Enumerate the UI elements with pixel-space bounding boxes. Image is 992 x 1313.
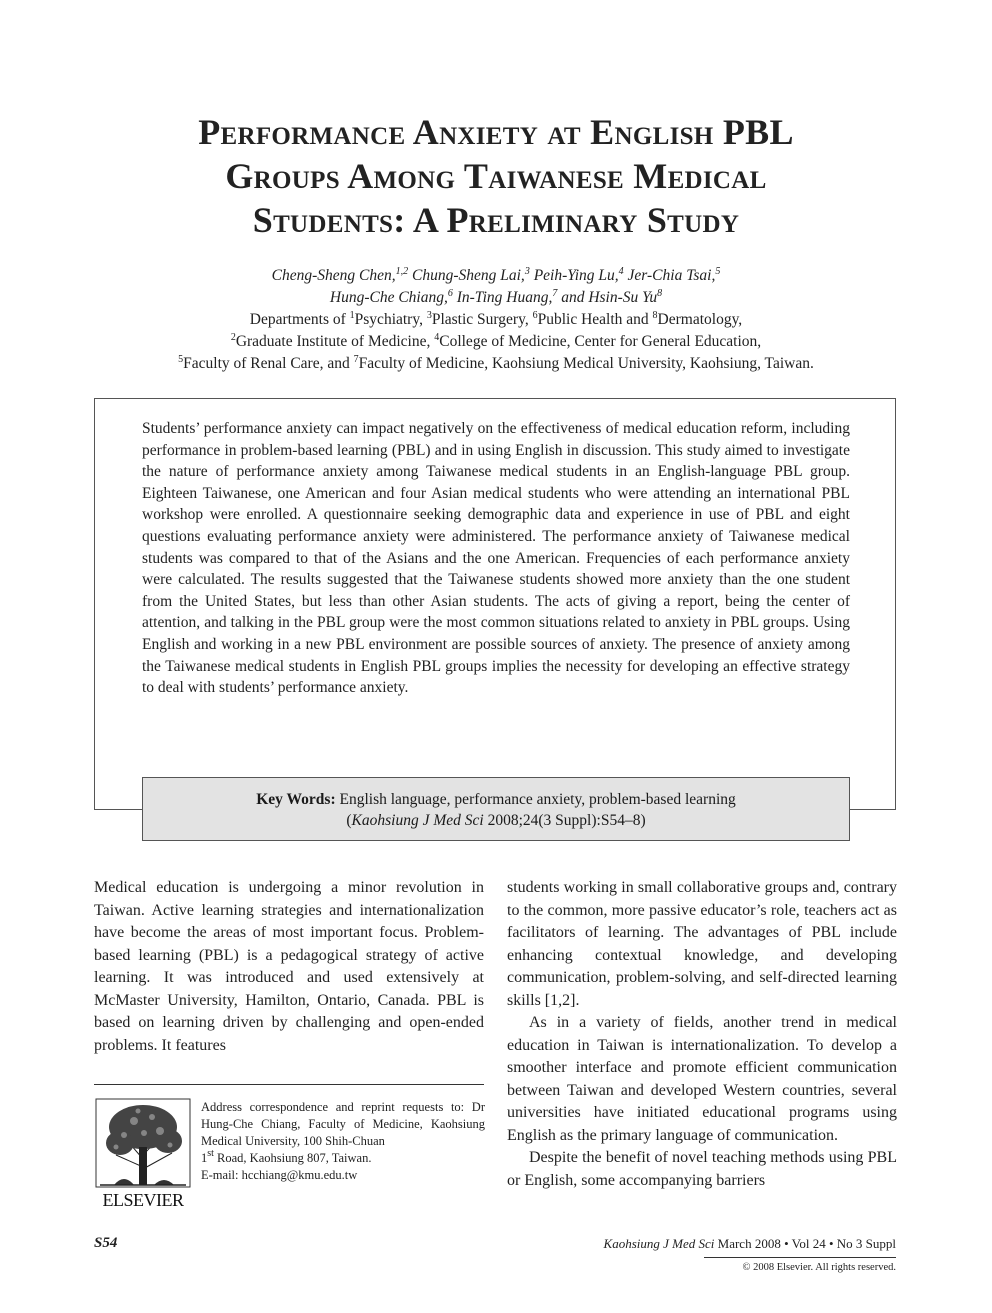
title-line-1: Performance Anxiety at English PBL <box>198 112 794 152</box>
road-number: 1 <box>201 1151 208 1165</box>
affiliation-text: Faculty of Renal Care, and <box>183 355 354 372</box>
abstract-text: Students’ performance anxiety can impact negatively on the effectiveness of medical education reform, including performance in problem-based learning (PBL) and in using English in discussion. This study aimed to investigate the nature of performance anxiety among Taiwanese medical students in an English-language PBL group. Eighteen Taiwanese, one American and four Asian medical students who were attending an international PBL workshop were enrolled. A questionnaire seeking demographic data and experience in use of PBL and eight questions evaluating performance anxiety were administered. The performance anxiety of Taiwanese medical students was compared to that of the Asians and the one American. Frequencies of each performance anxiety were calculated. The results suggested that the Taiwanese students showed more anxiety than the one student from the United States, but less than other Asian students. The acts of giving a report, being the center of attention, and talking in the PBL group were the most common situations related to anxiety in PBL groups. Using English and working in a new PBL environment are possible sources of anxiety. The presence of anxiety among the Taiwanese medical students in English PBL groups implies the necessity for developing an effective strategy to deal with students’ performance anxiety. <box>142 420 850 697</box>
affiliation-line-2 <box>96 331 896 353</box>
affiliation-sup: 2 <box>230 332 236 343</box>
affiliation-text: Psychiatry, <box>354 311 427 328</box>
affiliation-sup: 6 <box>532 310 538 321</box>
author-sup: 8 <box>657 288 663 299</box>
affiliation-sup: 3 <box>426 310 432 321</box>
correspondence-road <box>201 1150 485 1167</box>
title-line-3: Students: A Preliminary Study <box>252 200 740 240</box>
affiliation-text: College of Medicine, Center for General Education, <box>439 333 762 350</box>
author-sup: 3 <box>524 266 530 277</box>
author-name: Cheng-Sheng Chen, <box>271 267 396 284</box>
author-name: Chung-Sheng Lai, <box>408 267 525 284</box>
citation-open: ( <box>346 812 352 829</box>
keywords-line <box>143 789 849 810</box>
affiliation-line-3 <box>96 353 896 375</box>
citation-journal: Kaohsiung J Med Sci <box>351 812 484 829</box>
affiliation-text: Faculty of Medicine, Kaohsiung Medical University, Kaohsiung, Taiwan. <box>358 355 814 372</box>
affiliation-text: Dermatology, <box>657 311 743 328</box>
body-paragraph: students working in small collaborative groups and, contrary to the common, more passive educator’s role, teachers act as facilitators of learning. The advantages of PBL include enhancing contextual knowledge, and developing communication, problem-solving, and self-directed learning skills [1,2]. <box>507 879 897 1009</box>
body-column-right <box>507 877 897 1192</box>
journal-citation-footer <box>604 1236 896 1252</box>
author-sup: 6 <box>447 288 453 299</box>
affiliation-sup: 7 <box>353 354 359 365</box>
affiliation-sup: 5 <box>178 354 184 365</box>
citation-rest: 2008;24(3 Suppl):S54–8) <box>483 812 646 829</box>
author-name: Hung-Che Chiang, <box>329 289 448 306</box>
body-column-left <box>94 877 484 1057</box>
affiliation-text: Plastic Surgery, <box>431 311 533 328</box>
body-paragraph: Despite the benefit of novel teaching methods using PBL or English, some accompanying barriers <box>507 1149 897 1189</box>
author-sup: 1,2 <box>395 266 409 277</box>
journal-name: Kaohsiung J Med Sci <box>603 1236 715 1251</box>
correspondence-email: E-mail: hcchiang@kmu.edu.tw <box>201 1168 358 1182</box>
article-title <box>96 110 896 242</box>
road-sup: st <box>207 1148 214 1159</box>
keywords-text: English language, performance anxiety, problem-based learning <box>335 791 736 808</box>
affiliation-sup: 4 <box>434 332 440 343</box>
affiliation-text: Public Health and <box>537 311 653 328</box>
body-paragraph: As in a variety of fields, another trend in medical education in Taiwan is internationalization. To develop a smoother interface and promote efficient communication between Taiwan and developed Western countries, several universities have initiated educational programs using English as the primary language of communication. <box>507 1014 897 1144</box>
affiliation-sup: 1 <box>349 310 355 321</box>
author-name: and Hsin-Su Yu <box>557 289 658 306</box>
affiliation-text: Graduate Institute of Medicine, <box>235 333 435 350</box>
correspondence-note <box>201 1099 485 1184</box>
citation-line <box>143 810 849 831</box>
author-line-2 <box>96 287 896 309</box>
author-block <box>96 265 896 375</box>
elsevier-wordmark: ELSEVIER <box>102 1190 184 1210</box>
author-name: Jer-Chia Tsai, <box>623 267 716 284</box>
author-sup: 7 <box>552 288 558 299</box>
author-name: In-Ting Huang, <box>452 289 553 306</box>
copyright-notice: © 2008 Elsevier. All rights reserved. <box>742 1262 896 1273</box>
keywords-box <box>142 777 850 841</box>
footnote-divider <box>94 1084 484 1085</box>
author-sup: 4 <box>618 266 624 277</box>
correspondence-address: Address correspondence and reprint requests to: Dr Hung-Che Chiang, Faculty of Medicine, Kaohsiung Medical University, 100 Shih-Chuan <box>201 1100 485 1148</box>
keywords-label: Key Words: <box>256 791 336 808</box>
author-line-1 <box>96 265 896 287</box>
affiliation-line-1 <box>96 309 896 331</box>
page-number: S54 <box>94 1235 118 1251</box>
journal-issue: March 2008 • Vol 24 • No 3 Suppl <box>714 1236 896 1251</box>
road-rest: Road, Kaohsiung 807, Taiwan. <box>213 1151 372 1165</box>
body-paragraph: Medical education is undergoing a minor revolution in Taiwan. Active learning strategies and internationalization have become the areas of most important focus. Problem-based learning (PBL) is a pedagogical strategy of active learning. It was introduced and used extensively at McMaster University, Hamilton, Ontario, Canada. PBL is based on learning driven by challenging and open-ended problems. It features <box>94 879 484 1054</box>
footer-divider <box>704 1257 896 1258</box>
affiliation-sup: 8 <box>652 310 658 321</box>
author-sup: 5 <box>715 266 721 277</box>
title-line-2: Groups Among Taiwanese Medical <box>225 156 767 196</box>
author-name: Peih-Ying Lu, <box>529 267 619 284</box>
affiliation-text: Departments of <box>249 311 350 328</box>
